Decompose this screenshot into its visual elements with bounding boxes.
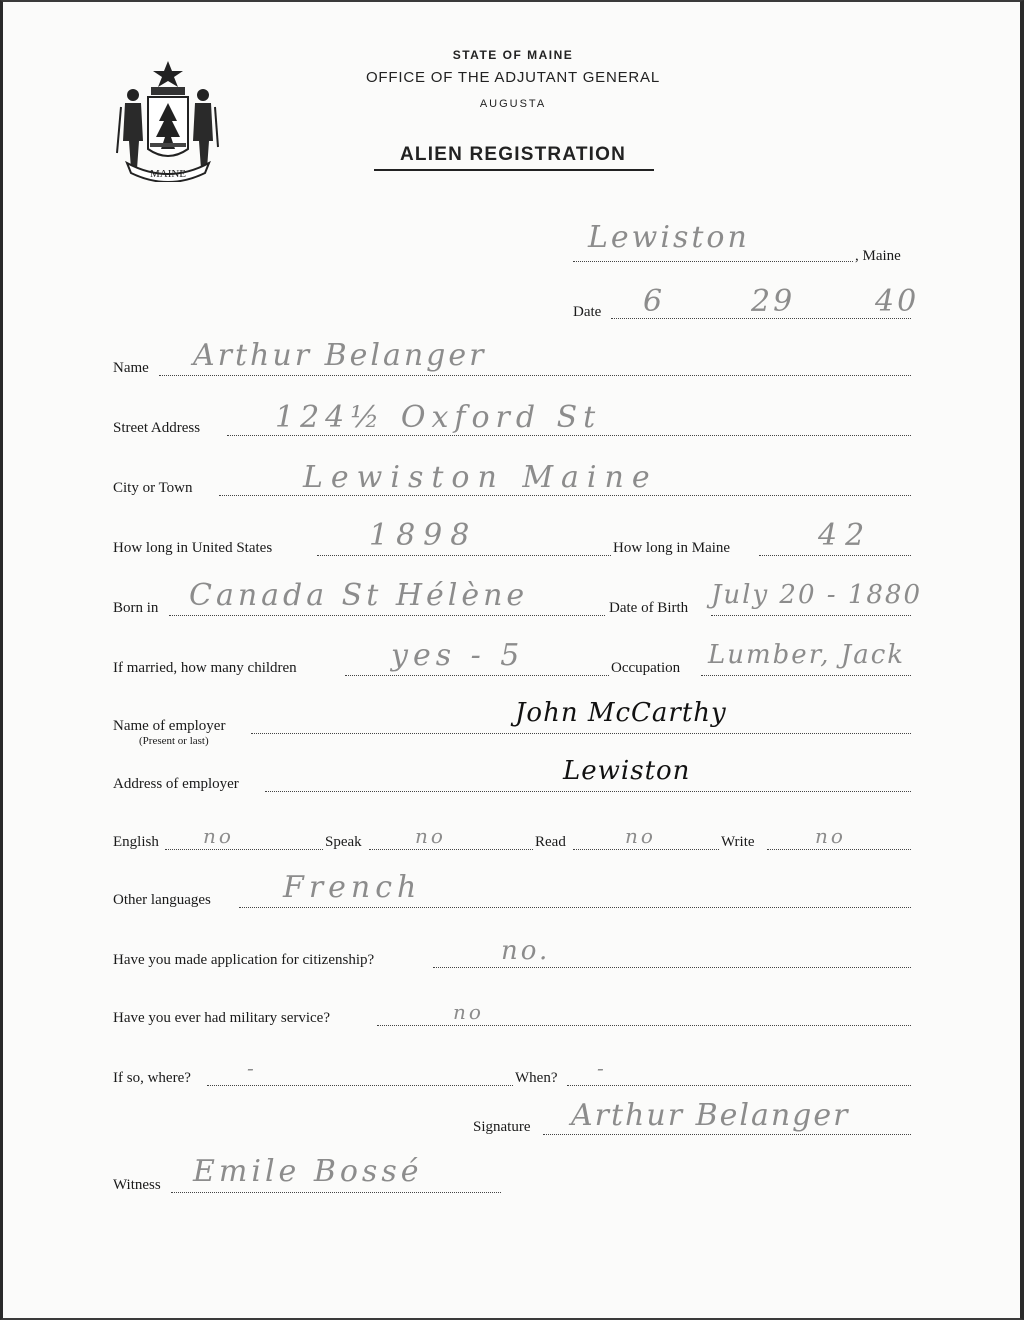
how-long-us-value: 1898: [369, 518, 478, 553]
military-value: no: [453, 1000, 484, 1024]
when-label: When?: [515, 1070, 558, 1086]
write-line: [767, 849, 911, 850]
how-long-maine-value: 42: [818, 518, 873, 553]
address-of-employer-label: Address of employer: [113, 776, 239, 792]
signature-line: [543, 1134, 911, 1135]
when-value: -: [597, 1056, 607, 1080]
date-label: Date: [573, 304, 602, 320]
read-value: no: [625, 824, 656, 848]
military-line: [377, 1025, 911, 1026]
title-underline: [374, 169, 654, 171]
born-in-value: Canada St Hélène: [189, 578, 529, 613]
seal-banner-text: MAINE: [149, 168, 187, 180]
maine-label: , Maine: [855, 248, 901, 264]
born-in-line: [169, 615, 605, 616]
how-long-maine-label: How long in Maine: [613, 540, 731, 556]
english-line: [165, 849, 323, 850]
if-so-where-line: [207, 1085, 513, 1086]
name-value: Arthur Belanger: [193, 338, 487, 373]
state-heading: STATE OF MAINE: [452, 48, 574, 62]
date-of-birth-label: Date of Birth: [609, 600, 689, 616]
address-of-employer-line: [265, 791, 911, 792]
military-label: Have you ever had military service?: [113, 1010, 330, 1026]
signature-value: Arthur Belanger: [571, 1098, 850, 1133]
place-value: Lewiston: [588, 220, 750, 255]
how-long-us-line: [317, 555, 611, 556]
date-day-value: 29: [751, 284, 796, 319]
city-or-town-line: [219, 495, 911, 496]
employer-address-value: Lewiston: [563, 756, 691, 786]
married-children-label: If married, how many children: [113, 660, 297, 676]
witness-label: Witness: [113, 1177, 161, 1193]
speak-label: Speak: [325, 834, 362, 850]
married-children-line: [345, 675, 609, 676]
office-heading: OFFICE OF THE ADJUTANT GENERAL: [365, 69, 661, 86]
citizenship-line: [433, 967, 911, 968]
form-title: ALIEN REGISTRATION: [399, 144, 627, 165]
if-so-where-label: If so, where?: [113, 1070, 191, 1086]
name-line: [159, 375, 911, 376]
name-of-employer-line: [251, 733, 911, 734]
occupation-label: Occupation: [611, 660, 681, 676]
date-of-birth-value: July 20 - 1880: [711, 580, 923, 610]
how-long-maine-line: [759, 555, 911, 556]
read-label: Read: [535, 834, 566, 850]
street-address-value: 124½ Oxford St: [275, 400, 602, 435]
write-label: Write: [721, 834, 755, 850]
speak-line: [369, 849, 533, 850]
name-label: Name: [113, 360, 149, 376]
present-or-last-note: (Present or last): [139, 735, 209, 747]
place-line: [573, 261, 853, 262]
how-long-us-label: How long in United States: [113, 540, 273, 556]
street-address-line: [227, 435, 911, 436]
city-or-town-value: Lewiston Maine: [303, 460, 658, 495]
employer-name-value: John McCarthy: [515, 698, 727, 728]
write-value: no: [815, 824, 846, 848]
born-in-label: Born in: [113, 600, 159, 616]
read-line: [573, 849, 719, 850]
witness-line: [171, 1192, 501, 1193]
married-children-value: yes - 5: [391, 638, 525, 673]
date-year-value: 40: [875, 284, 920, 319]
date-month-value: 6: [643, 284, 666, 319]
when-line: [567, 1085, 911, 1086]
where-value: -: [247, 1056, 257, 1080]
name-of-employer-label: Name of employer: [113, 718, 226, 734]
citizenship-label: Have you made application for citizenship?: [113, 952, 375, 968]
maine-state-seal: [113, 57, 223, 182]
city-heading: AUGUSTA: [479, 98, 547, 110]
other-languages-label: Other languages: [113, 892, 211, 908]
date-of-birth-line: [711, 615, 911, 616]
city-or-town-label: City or Town: [113, 480, 193, 496]
occupation-line: [701, 675, 911, 676]
witness-value: Emile Bossé: [193, 1154, 423, 1189]
english-label: English: [113, 834, 159, 850]
street-address-label: Street Address: [113, 420, 201, 436]
english-value: no: [203, 824, 234, 848]
citizenship-value: no.: [501, 936, 551, 966]
other-languages-value: French: [283, 870, 422, 905]
signature-label: Signature: [473, 1119, 531, 1135]
occupation-value: Lumber, Jack: [708, 640, 906, 670]
speak-value: no: [415, 824, 446, 848]
other-languages-line: [239, 907, 911, 908]
